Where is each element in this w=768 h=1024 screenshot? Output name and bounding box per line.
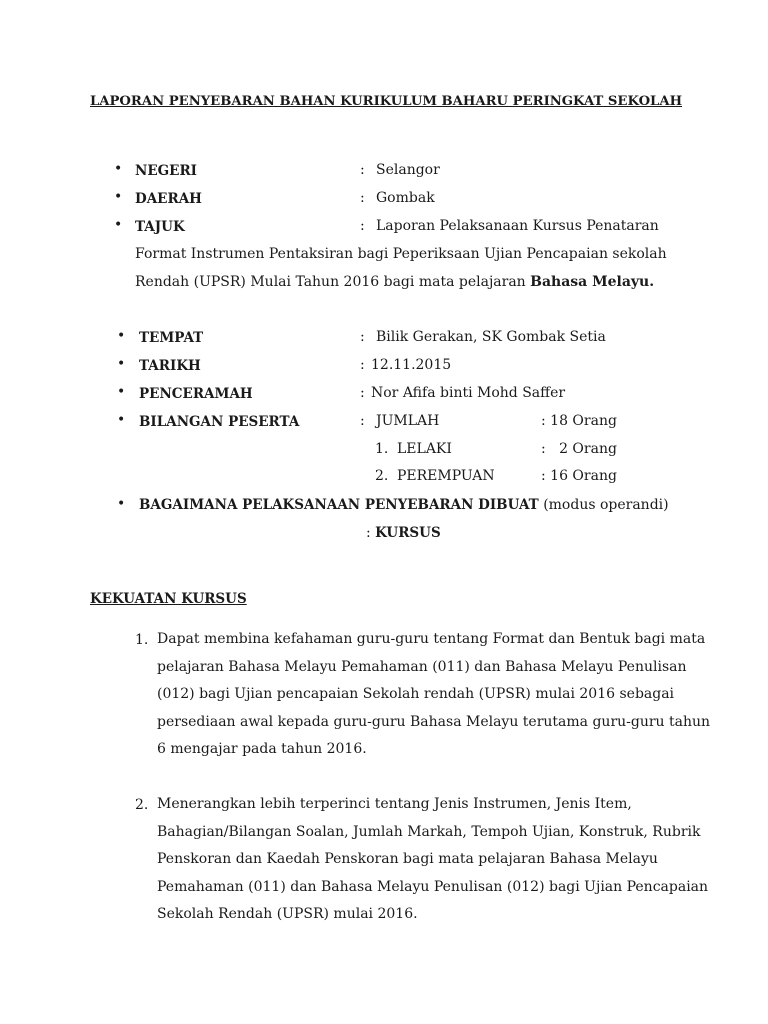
bullet: • bbox=[114, 189, 123, 205]
field-colon: : bbox=[360, 162, 365, 178]
field-label-daerah: DAERAH bbox=[135, 191, 202, 207]
field-value-negeri: Selangor bbox=[376, 162, 440, 178]
peserta-num: 2. bbox=[375, 468, 389, 484]
list-number: 1. bbox=[135, 632, 149, 648]
bagaimana-label: BAGAIMANA PELAKSANAAN PENYEBARAN DIBUAT bbox=[139, 497, 539, 513]
field-value-daerah: Gombak bbox=[376, 190, 435, 206]
field-value-tempat: Bilik Gerakan, SK Gombak Setia bbox=[376, 329, 606, 345]
field-value-tarikh: 12.11.2015 bbox=[371, 357, 452, 373]
tajuk-line-2: Rendah (UPSR) Mulai Tahun 2016 bagi mata pelajaran Bahasa Melayu. bbox=[135, 274, 655, 290]
field-label-penceramah: PENCERAMAH bbox=[139, 386, 253, 402]
field-colon: : bbox=[360, 385, 365, 401]
peserta-jumlah-label: JUMLAH bbox=[376, 413, 440, 429]
bullet: • bbox=[117, 356, 126, 372]
bagaimana-answer: KURSUS bbox=[375, 525, 441, 541]
field-label-tarikh: TARIKH bbox=[139, 358, 201, 374]
list-number: 2. bbox=[135, 797, 149, 813]
bullet: • bbox=[114, 161, 123, 177]
peserta-count-lelaki: : 2 Orang bbox=[541, 441, 617, 457]
bagaimana-answer-line: : KURSUS bbox=[366, 525, 441, 541]
peserta-jumlah-count: : 18 Orang bbox=[541, 413, 617, 429]
field-colon: : bbox=[360, 218, 365, 234]
bullet: • bbox=[114, 217, 123, 233]
document-title: LAPORAN PENYEBARAN BAHAN KURIKULUM BAHARU PERINGKAT SEKOLAH bbox=[90, 94, 683, 109]
peserta-label-perempuan: PEREMPUAN bbox=[397, 468, 495, 484]
field-colon: : bbox=[360, 190, 365, 206]
field-value-penceramah: Nor Afifa binti Mohd Saffer bbox=[371, 385, 566, 401]
peserta-label-lelaki: LELAKI bbox=[397, 441, 452, 457]
field-label-tajuk: TAJUK bbox=[135, 219, 185, 235]
bullet: • bbox=[117, 328, 126, 344]
bagaimana-note: (modus operandi) bbox=[543, 497, 669, 513]
field-value-tajuk: Laporan Pelaksanaan Kursus Penataran bbox=[376, 218, 659, 234]
field-colon: : bbox=[360, 329, 365, 345]
section-heading-kekuatan: KEKUATAN KURSUS bbox=[90, 591, 247, 607]
peserta-num: 1. bbox=[375, 441, 389, 457]
list-item-1: Dapat membina kefahaman guru-guru tentang Format dan Bentuk bagi mata pelajaran Bahasa Melayu Pemahaman (011) dan Bahasa Melayu Penulisan (012) bagi Ujian pencapaian Sekolah rendah (UPSR) mulai 2016 sebagai persediaan awal kepada guru-guru Bahasa Melayu terutama guru-guru tahun 6 mengajar pada tahun 2016. bbox=[157, 631, 711, 757]
subject-name: Bahasa Melayu. bbox=[530, 274, 655, 290]
field-label-tempat: TEMPAT bbox=[139, 330, 204, 346]
bullet: • bbox=[117, 496, 126, 512]
bagaimana-line bbox=[139, 497, 669, 513]
field-colon: : bbox=[360, 413, 365, 429]
bullet: • bbox=[117, 384, 126, 400]
tajuk-line-1: Format Instrumen Pentaksiran bagi Peperiksaan Ujian Pencapaian sekolah bbox=[135, 246, 667, 262]
field-label-negeri: NEGERI bbox=[135, 163, 197, 179]
list-item-2: Menerangkan lebih terperinci tentang Jenis Instrumen, Jenis Item, Bahagian/Bilangan Soalan, Jumlah Markah, Tempoh Ujian, Konstruk, Rubrik Penskoran dan Kaedah Penskoran bagi mata pelajaran Bahasa Melayu Pemahaman (011) dan Bahasa Melayu Penulisan (012) bagi Ujian Pencapaian Sekolah Rendah (UPSR) mulai 2016. bbox=[157, 796, 709, 922]
peserta-count-perempuan: : 16 Orang bbox=[541, 468, 617, 484]
field-colon: : bbox=[360, 357, 365, 373]
bullet: • bbox=[117, 412, 126, 428]
field-label-bilangan: BILANGAN PESERTA bbox=[139, 414, 300, 430]
